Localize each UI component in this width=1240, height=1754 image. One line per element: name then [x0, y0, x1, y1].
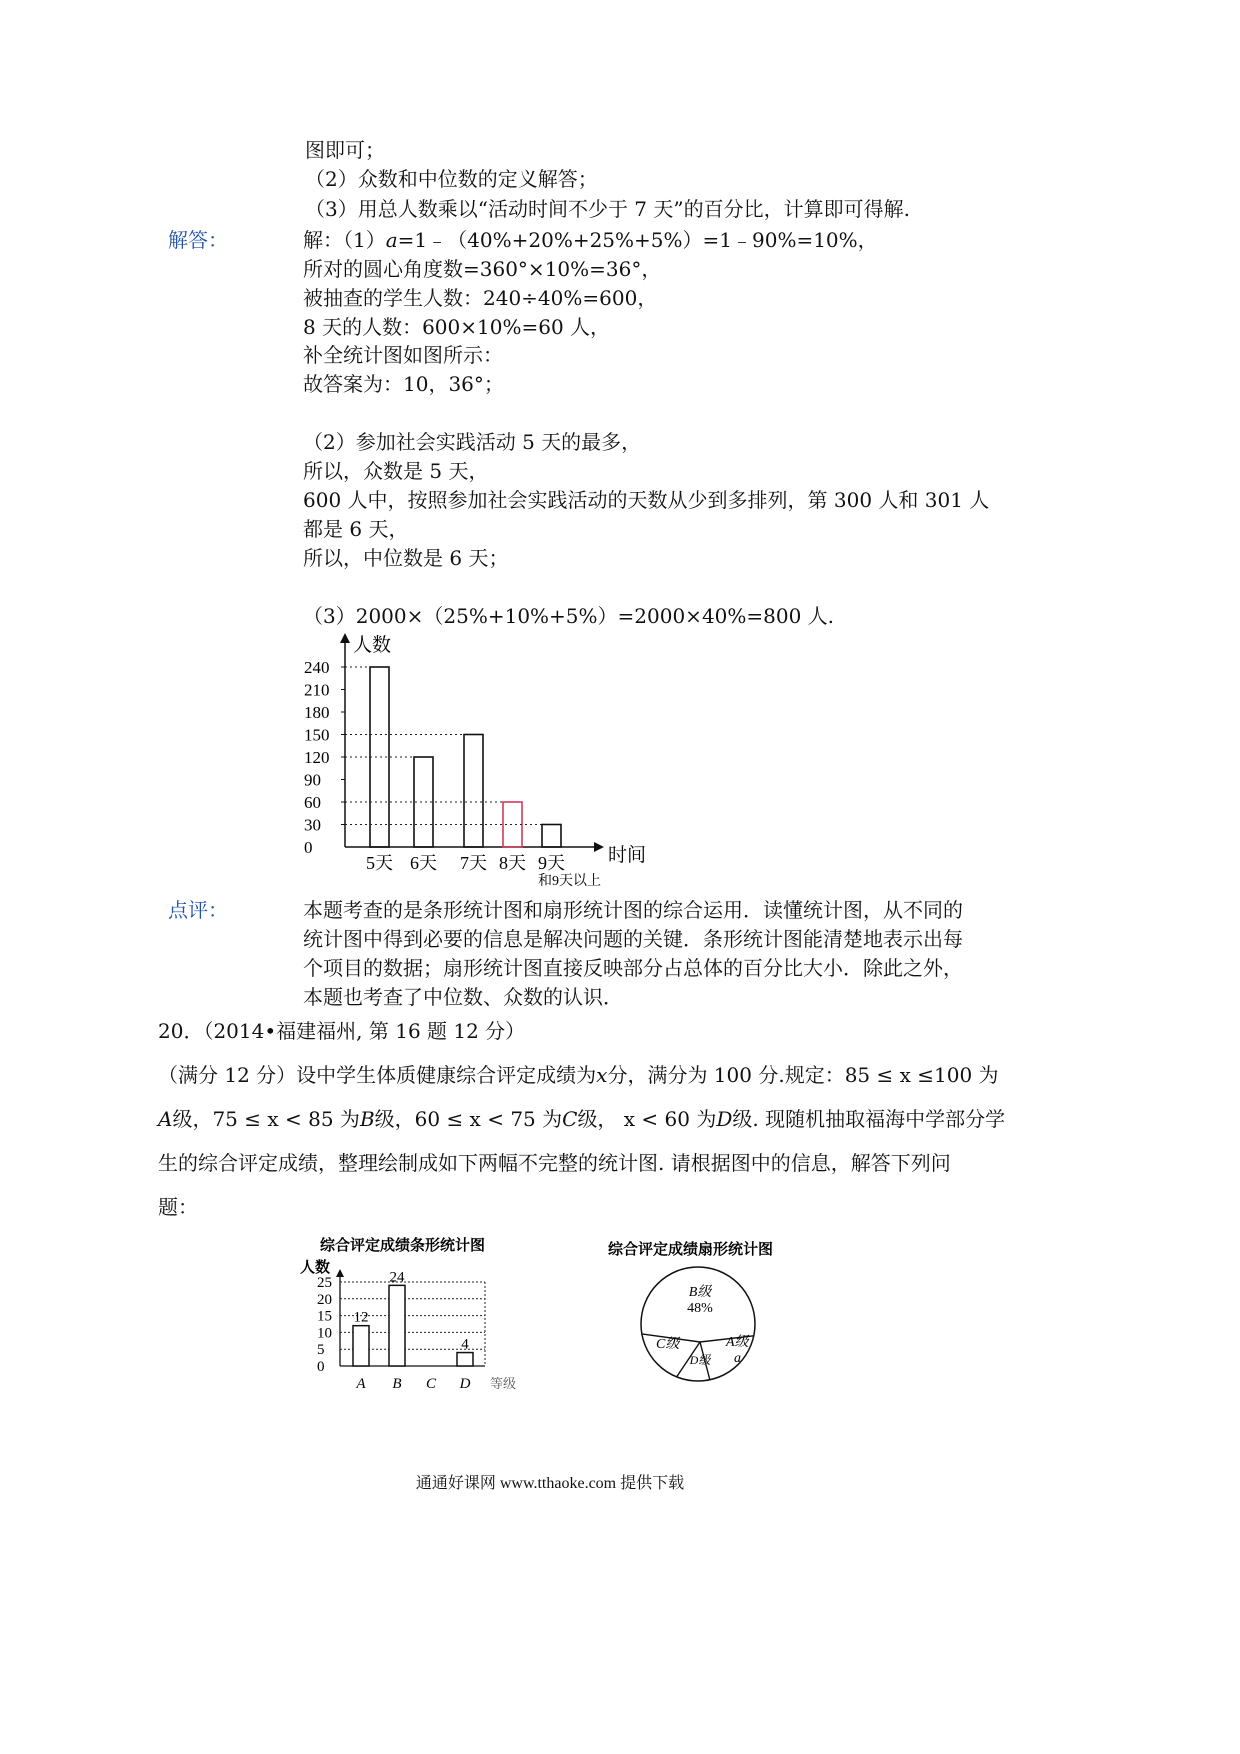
answer-line-2: 所对的圆心角度数=360°×10%=36°，	[303, 257, 662, 281]
q20-grade-c: C	[562, 1107, 578, 1131]
bar	[457, 1353, 473, 1366]
answer-line-1-rest: =1﹣（40%+20%+25%+5%）=1﹣90%=10%，	[397, 228, 878, 252]
page-footer: 通通好课网 www.tthaoke.com 提供下载	[415, 1475, 685, 1492]
comment-line-2: 统计图中得到必要的信息是解决问题的关键．条形统计图能清楚地表示出每	[303, 927, 963, 951]
x-tick-label: C	[425, 1376, 437, 1392]
q20-grade-d: D	[716, 1107, 733, 1131]
comment-line-3: 个项目的数据；扇形统计图直接反映部分占总体的百分比大小．除此之外，	[303, 956, 963, 980]
comment-line-1: 本题考查的是条形统计图和扇形统计图的综合运用．读懂统计图，从不同的	[303, 898, 963, 922]
q20-l2-d: 级，60 ≤ x < 75 为	[374, 1107, 563, 1131]
slice-label-b: B级	[688, 1285, 712, 1300]
y-tick-label: 240	[304, 658, 330, 677]
q20-grade-a: A	[158, 1107, 173, 1131]
answer-line-1-prefix: 解：（1）	[303, 228, 386, 252]
q20-grade-b: B	[359, 1107, 375, 1131]
q20-l2-b: 级，75 ≤ x < 85 为	[172, 1107, 360, 1131]
answer-line-5: 补全统计图如图所示：	[303, 343, 503, 367]
y-axis-arrow	[336, 1269, 344, 1277]
x-tick-label: 9天	[538, 853, 565, 873]
y-axis-label: 人数	[353, 635, 392, 656]
y-tick-label: 150	[304, 725, 330, 745]
analysis-line-3: （3）用总人数乘以“活动时间不少于 7 天”的百分比，计算即可得解.	[305, 197, 910, 221]
answer-line-1	[303, 227, 878, 253]
bar	[353, 1326, 369, 1366]
y-tick-label: 210	[304, 680, 330, 700]
data-label: 4	[461, 1336, 469, 1353]
bar	[542, 825, 561, 848]
y-tick-label: 90	[304, 770, 321, 790]
x-axis-arrow	[594, 842, 604, 852]
y-tick-label: 30	[304, 815, 321, 835]
answer-part2-line-4: 都是 6 天，	[303, 517, 409, 541]
slice-value-a: a	[734, 1351, 741, 1366]
x-tick-label: 5天	[366, 853, 393, 873]
x-axis-label: 时间	[608, 845, 647, 866]
y-tick-label: 180	[304, 703, 330, 722]
y-tick-label: 15	[317, 1308, 332, 1325]
x-tick-label: 7天	[460, 853, 487, 873]
bar	[464, 735, 483, 848]
answer-line-3: 被抽查的学生人数：240÷40%=600，	[303, 286, 658, 310]
y-tick-label: 5	[317, 1342, 325, 1359]
data-label: 12	[353, 1309, 369, 1326]
y-tick-label: 25	[317, 1275, 332, 1291]
answer-part2-line-1: （2）参加社会实践活动 5 天的最多，	[303, 430, 642, 454]
q20-variable-x: x	[596, 1063, 608, 1087]
y-tick-label: 60	[304, 793, 321, 812]
question-20-line-4: 题：	[158, 1195, 198, 1219]
question-20-line-2	[158, 1106, 1005, 1132]
analysis-line-top: 图即可；	[305, 138, 385, 162]
y-axis-label: 人数	[300, 1260, 331, 1276]
x-axis-label: 等级	[490, 1376, 517, 1391]
x-tick-label: 6天	[410, 853, 437, 873]
q20-l1-a: （满分 12 分）设中学生体质健康综合评定成绩为	[158, 1063, 597, 1087]
answer-part2-line-2: 所以，众数是 5 天，	[303, 459, 489, 483]
x-tick-label: B	[392, 1376, 402, 1392]
y-tick-label: 120	[304, 748, 330, 767]
x-tick-label: D	[459, 1376, 471, 1392]
y-tick-label: 20	[317, 1291, 332, 1308]
answer-part2-line-3: 600 人中，按照参加社会实践活动的天数从少到多排列，第 300 人和 301 人	[303, 488, 990, 512]
x-tick-label: A	[356, 1376, 366, 1392]
question-20-line-3: 生的综合评定成绩，整理绘制成如下两幅不完整的统计图. 请根据图中的信息，解答下列问	[158, 1151, 951, 1175]
slice-label-a: A级	[726, 1335, 749, 1350]
grade-bar-chart	[295, 1230, 535, 1395]
grade-pie-chart	[600, 1232, 820, 1392]
answer-line-6: 故答案为：10，36°；	[303, 372, 504, 396]
q20-l2-h: 级. 现随机抽取福海中学部分学	[732, 1107, 1006, 1131]
answer-part3-line: （3）2000×（25%+10%+5%）=2000×40%=800 人.	[303, 604, 835, 628]
slice-label-c: C级	[656, 1337, 680, 1352]
answer-line-4: 8 天的人数：600×10%=60 人，	[303, 315, 611, 339]
slice-label-d: D级	[689, 1353, 711, 1367]
chart-title: 综合评定成绩扇形统计图	[608, 1242, 774, 1258]
comment-label: 点评：	[168, 898, 228, 922]
question-20-header: 20．（2014•福建福州, 第 16 题 12 分）	[158, 1019, 526, 1043]
slice-value-b: 48%	[687, 1301, 713, 1316]
answer-label: 解答：	[168, 228, 228, 252]
q20-l1-b: 分，满分为 100 分.规定：85 ≤ x ≤100 为	[607, 1063, 999, 1087]
answer-variable-a: a	[385, 228, 398, 252]
comment-line-4: 本题也考查了中位数、众数的认识．	[303, 985, 623, 1009]
data-label: 24	[389, 1269, 405, 1286]
y-tick-label: 0	[304, 838, 313, 857]
question-20-line-1	[158, 1062, 999, 1088]
x-tick-label-secondary: 和9天以上	[538, 874, 601, 889]
y-axis-arrow	[340, 633, 350, 643]
answer-part2-line-5: 所以，中位数是 6 天；	[303, 546, 509, 570]
activity-days-bar-chart	[290, 625, 670, 890]
q20-l2-f: 级， x < 60 为	[577, 1107, 717, 1131]
bar	[389, 1285, 405, 1366]
y-tick-label: 0	[317, 1359, 325, 1375]
chart-title: 综合评定成绩条形统计图	[320, 1238, 486, 1254]
y-tick-label: 10	[317, 1325, 332, 1342]
x-tick-label: 8天	[499, 853, 526, 873]
analysis-line-2: （2）众数和中位数的定义解答；	[305, 167, 598, 191]
